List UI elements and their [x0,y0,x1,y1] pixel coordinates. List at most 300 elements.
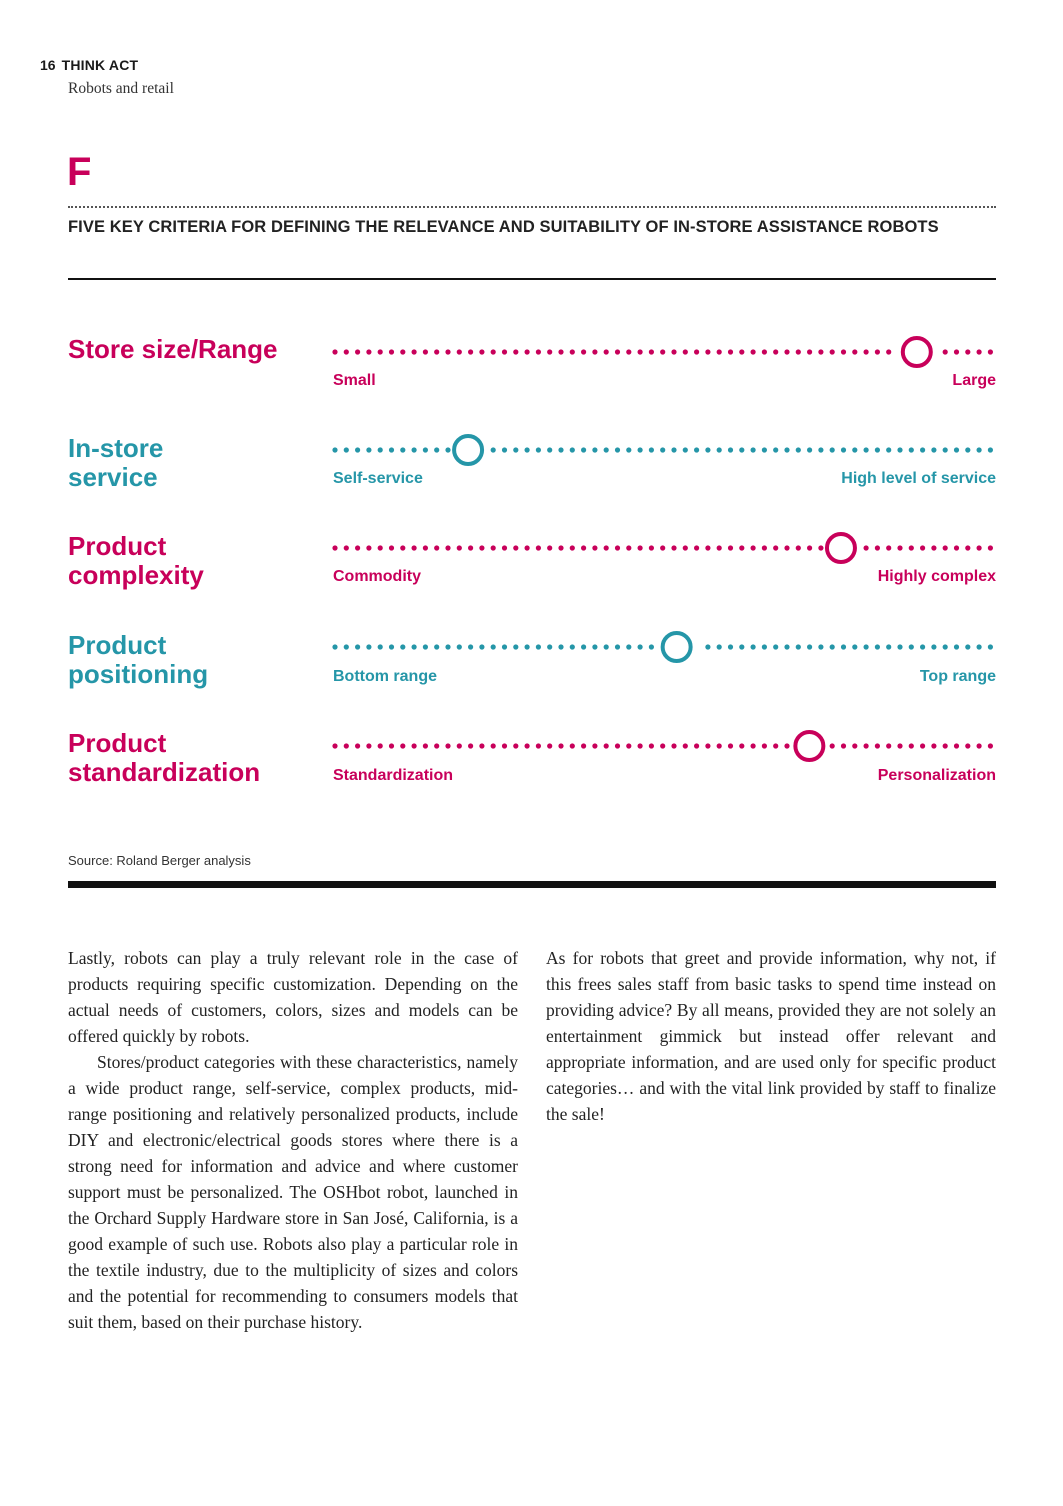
scale-dot [400,644,405,649]
scale-dot [897,545,902,550]
scale-dot [773,743,778,748]
scale-dot [468,349,473,354]
page-number: 16 [40,57,56,73]
scale-dot [604,545,609,550]
scale-dot [502,349,507,354]
scale-dot [581,644,586,649]
scale-dot [683,743,688,748]
scale-min-label: Commodity [333,568,421,585]
scale-dot [762,447,767,452]
scale-max-label: Top range [919,668,996,685]
scale-dot [615,743,620,748]
scale-dot [841,447,846,452]
scale-dot [830,644,835,649]
scale-dot [536,349,541,354]
scale-dot [717,644,722,649]
scale-dot [739,349,744,354]
scale-dot [784,644,789,649]
scale-dot [547,545,552,550]
scale-dot [638,743,643,748]
scale-dot [717,447,722,452]
scale-dot [671,349,676,354]
scale-dot [818,447,823,452]
scale-dot [355,644,360,649]
scale-dot [739,447,744,452]
scale-dot [412,644,417,649]
body-column-right [546,945,996,1127]
scale-dot [423,545,428,550]
scale-dot [683,349,688,354]
scale-dot [852,743,857,748]
scale-dot [875,447,880,452]
scale-dot [615,644,620,649]
scale-dot [355,743,360,748]
scale-dot [378,644,383,649]
criterion-label: Product standardization [68,728,261,787]
scale-dot [378,545,383,550]
scale-dot [875,644,880,649]
scale-dot [344,447,349,452]
scale-dot [457,349,462,354]
scale-dot [536,743,541,748]
scale-dot [807,545,812,550]
scale-dot [705,447,710,452]
scale-dot [479,644,484,649]
scale-dot [931,743,936,748]
scale-dot [445,743,450,748]
scale-dot [570,349,575,354]
scale-dot [954,349,959,354]
scale-dot [897,447,902,452]
scale-dot [943,545,948,550]
figure-bottom-divider [68,881,996,888]
scale-dot [683,447,688,452]
scale-dot [909,545,914,550]
scale-dot [502,644,507,649]
scale-dot [604,447,609,452]
scale-max-label: Highly complex [877,568,996,585]
scale-dot [536,644,541,649]
scale-dot [751,644,756,649]
scale-dot [671,447,676,452]
scale-dot [909,743,914,748]
scale-dot [864,743,869,748]
criterion-label: Store size/Range [68,334,278,364]
body-paragraph: As for robots that greet and provide information, why not, if this frees sales staff from basic tasks to spend time instead on providing advice? By all means, provided they are not solely an entertainment gimmick but instead offer relevant and appropriate information, and are used only for specific product categories… and with the vital link provided by staff to finalize the sale! [546,948,996,1124]
scale-dot [920,447,925,452]
scale-dot [434,743,439,748]
scale-dot [886,644,891,649]
scale-dot [694,545,699,550]
scale-dot [378,743,383,748]
scale-dot [570,644,575,649]
scale-graphic [332,536,996,560]
scale-dot [502,743,507,748]
scale-dot [796,349,801,354]
scale-dot [886,349,891,354]
scale-dot [581,349,586,354]
scale-dot [717,545,722,550]
publication-subtitle: Robots and retail [68,80,174,97]
scale-dot [717,743,722,748]
scale-marker [827,534,855,562]
scale-dot [807,447,812,452]
body-paragraph: Lastly, robots can play a truly relevant role in the case of products requiring specific customization. Depending on the actual needs of customers, colors, sizes and models can be offered quickly by robots. [68,948,518,1046]
scale-max-label: Personalization [877,767,996,784]
criterion-scale [332,438,996,462]
scale-dot [728,447,733,452]
scale-dot [852,447,857,452]
scale-dot [423,644,428,649]
scale-dot [886,743,891,748]
scale-dot [965,644,970,649]
scale-dot [332,349,337,354]
scale-dot [491,743,496,748]
scale-dot [434,447,439,452]
scale-dot [965,545,970,550]
scale-dot [626,545,631,550]
scale-dot [355,447,360,452]
scale-dot [864,349,869,354]
scale-dot [570,545,575,550]
scale-dot [332,545,337,550]
scale-dot [581,545,586,550]
scale-dot [423,349,428,354]
scale-dot [378,349,383,354]
scale-dot [920,644,925,649]
scale-dot [332,644,337,649]
scale-min-label: Self-service [333,470,423,487]
scale-dot [581,743,586,748]
scale-dot [479,349,484,354]
scale-dot [841,349,846,354]
scale-dot [581,447,586,452]
scale-dot [943,644,948,649]
scale-dot [513,743,518,748]
scale-dot [468,743,473,748]
scale-dot [445,545,450,550]
criterion-label: Product complexity [68,531,204,590]
scale-dot [660,545,665,550]
scale-graphic [332,438,996,462]
scale-dot [592,447,597,452]
scale-dot [389,349,394,354]
scale-dot [592,349,597,354]
criterion-product-positioning [68,631,996,711]
scale-dot [615,545,620,550]
scale-dot [796,644,801,649]
scale-dot [513,349,518,354]
scale-dot [728,545,733,550]
scale-dot [660,743,665,748]
scale-dot [547,447,552,452]
body-column-left [68,945,518,1335]
scale-dot [818,545,823,550]
scale-dot [513,545,518,550]
scale-dot [762,743,767,748]
scale-dot [502,545,507,550]
scale-dot [931,447,936,452]
scale-dot [762,644,767,649]
figure-title: FIVE KEY CRITERIA FOR DEFINING THE RELEVANCE AND SUITABILITY OF IN-STORE ASSISTANCE ROBOTS [68,218,939,236]
scale-dot [988,545,993,550]
scale-dot [807,349,812,354]
scale-dot [434,644,439,649]
scale-dot [728,644,733,649]
scale-dot [977,349,982,354]
scale-dot [977,743,982,748]
scale-dot [988,743,993,748]
scale-dot [875,743,880,748]
scale-dot [592,545,597,550]
scale-dot [830,349,835,354]
scale-dot [728,349,733,354]
scale-dot [671,545,676,550]
scale-dot [897,743,902,748]
figure-letter: F [67,150,92,194]
scale-dot [536,545,541,550]
scale-dot [988,644,993,649]
scale-dot [638,545,643,550]
scale-dot [875,545,880,550]
scale-dot [412,349,417,354]
scale-dot [660,447,665,452]
scale-dot [988,349,993,354]
criterion-product-complexity [68,532,996,612]
scale-dot [412,447,417,452]
scale-dot [547,349,552,354]
figure-source: Source: Roland Berger analysis [68,853,251,868]
scale-dot [344,349,349,354]
scale-dot [784,743,789,748]
scale-dot [604,644,609,649]
scale-dot [886,447,891,452]
scale-marker [903,338,931,366]
scale-dot [784,447,789,452]
scale-dot [886,545,891,550]
scale-dot [920,545,925,550]
scale-dot [965,349,970,354]
scale-dot [604,349,609,354]
scale-graphic [332,635,996,659]
scale-dot [558,447,563,452]
scale-dot [965,447,970,452]
scale-dot [604,743,609,748]
scale-dot [818,644,823,649]
criterion-in-store-service [68,434,996,514]
scale-dot [558,644,563,649]
scale-max-label: High level of service [841,470,996,487]
scale-dot [457,743,462,748]
scale-dot [332,447,337,452]
scale-dot [412,545,417,550]
scale-dot [615,349,620,354]
scale-dot [400,743,405,748]
scale-dot [558,743,563,748]
scale-dot [400,447,405,452]
scale-dot [762,545,767,550]
scale-dot [638,644,643,649]
scale-dot [638,349,643,354]
scale-dot [931,545,936,550]
scale-dot [875,349,880,354]
scale-dot [525,644,530,649]
scale-dot [841,743,846,748]
scale-dot [355,545,360,550]
scale-dot [445,349,450,354]
scale-dot [626,644,631,649]
scale-dot [513,447,518,452]
scale-dot [909,447,914,452]
scale-dot [344,743,349,748]
scale-dot [773,349,778,354]
body-paragraph: Stores/product categories with these characteristics, namely a wide product range, self-service, complex products, mid-range positioning and relatively personalized products, include DIY and electronic/electrical goods stores where there is a strong need for information and advice and where customer support must be personalized. The OSHbot robot, launched in the Orchard Supply Hardware store in San José, California, is a good example of such use. Robots also play a particular role in the textile industry, due to the multiplicity of sizes and colors and the potential for recommending to consumers models that suit them, based on their purchase history. [68,1052,518,1332]
scale-dot [943,743,948,748]
scale-dot [773,545,778,550]
criterion-scale [332,536,996,560]
scale-dot [751,743,756,748]
scale-dot [841,644,846,649]
scale-dot [525,349,530,354]
scale-dot [479,743,484,748]
scale-dot [864,545,869,550]
scale-dot [728,743,733,748]
scale-dot [626,743,631,748]
scale-dot [852,644,857,649]
scale-dot [366,545,371,550]
criterion-scale [332,340,996,364]
scale-dot [547,644,552,649]
scale-dot [739,545,744,550]
scale-dot [434,545,439,550]
scale-graphic [332,734,996,758]
scale-dot [943,447,948,452]
scale-dot [389,545,394,550]
scale-dot [739,743,744,748]
scale-dot [558,545,563,550]
scale-dot [400,349,405,354]
scale-dot [977,545,982,550]
scale-dot [626,447,631,452]
scale-dot [366,743,371,748]
scale-dot [649,743,654,748]
scale-dot [389,644,394,649]
scale-dot [931,644,936,649]
scale-dot [457,545,462,550]
scale-dot [592,644,597,649]
scale-dot [558,349,563,354]
scale-min-label: Small [333,372,376,389]
scale-max-label: Large [952,372,996,389]
scale-dot [954,743,959,748]
scale-dot [954,447,959,452]
scale-dot [536,447,541,452]
scale-dot [694,447,699,452]
scale-dot [615,447,620,452]
criterion-label: Product positioning [68,630,209,689]
scale-dot [943,349,948,354]
scale-dot [977,447,982,452]
scale-dot [694,349,699,354]
criterion-product-standardization [68,729,996,809]
scale-dot [525,545,530,550]
scale-dot [751,349,756,354]
page-header [40,57,138,75]
scale-dot [796,545,801,550]
scale-dot [445,447,450,452]
scale-dot [525,743,530,748]
scale-dot [751,447,756,452]
scale-dot [965,743,970,748]
scale-dot [694,743,699,748]
scale-dot [909,644,914,649]
scale-dot [852,349,857,354]
scale-dot [784,349,789,354]
scale-dot [705,349,710,354]
scale-dot [773,644,778,649]
scale-dot [649,545,654,550]
criterion-scale [332,635,996,659]
scale-dot [491,644,496,649]
scale-dot [649,349,654,354]
scale-dot [423,447,428,452]
title-divider [68,278,996,280]
scale-marker [795,732,823,760]
scale-dot [988,447,993,452]
scale-dot [649,644,654,649]
scale-dot [457,644,462,649]
scale-dot [479,545,484,550]
scale-dot [977,644,982,649]
scale-dot [818,349,823,354]
scale-dot [378,447,383,452]
scale-dot [491,447,496,452]
scale-dot [897,644,902,649]
scale-dot [468,644,473,649]
scale-dot [344,644,349,649]
scale-dot [491,545,496,550]
scale-dot [491,349,496,354]
scale-dot [423,743,428,748]
scale-dot [705,743,710,748]
scale-dot [954,644,959,649]
scale-dot [366,644,371,649]
scale-dot [705,644,710,649]
scale-dot [683,545,688,550]
scale-dot [649,447,654,452]
scale-dot [389,743,394,748]
scale-dot [366,349,371,354]
scale-dot [762,349,767,354]
scale-dot [773,447,778,452]
scale-dot [739,644,744,649]
criterion-store-size [68,335,996,415]
scale-dot [570,447,575,452]
scale-dot [445,644,450,649]
scale-graphic [332,340,996,364]
scale-dot [954,545,959,550]
scale-marker [663,633,691,661]
criterion-label: In-store service [68,433,164,492]
scale-dot [717,349,722,354]
scale-dot [468,545,473,550]
scale-dot [705,545,710,550]
scale-dot [513,644,518,649]
scale-dot [366,447,371,452]
scale-dot [830,447,835,452]
scale-dot [355,349,360,354]
dotted-divider [68,206,996,208]
